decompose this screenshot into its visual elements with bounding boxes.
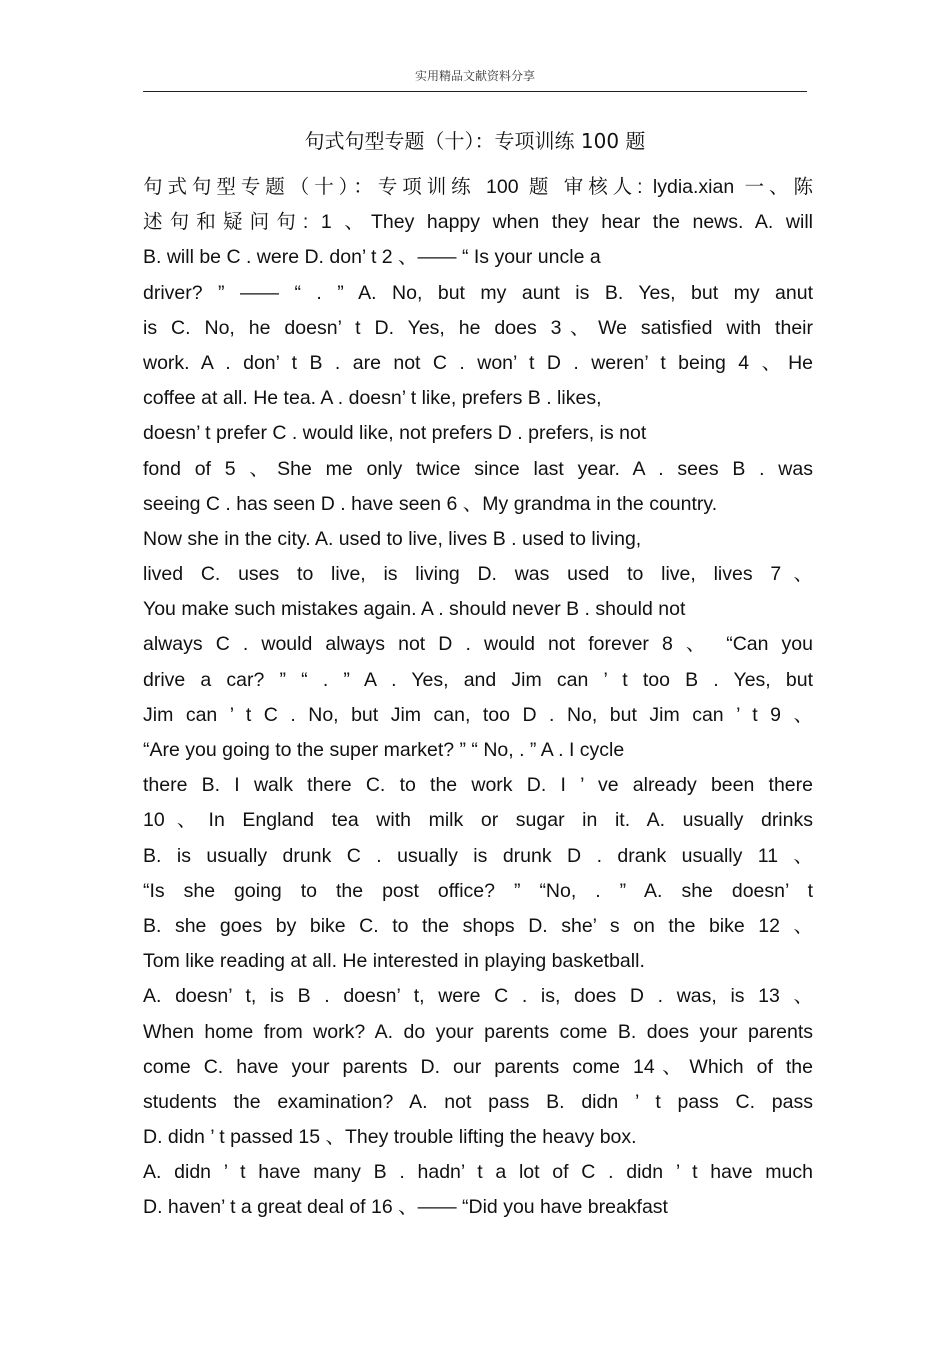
text-line: is C. No, he doesn’ t D. Yes, he does 3、We satisfied with their xyxy=(143,316,813,339)
text-line: seeing C . has seen D . have seen 6 、My grandma in the country. xyxy=(143,492,718,515)
text-line: students the examination? A. not pass B. didn ’ t pass C. pass xyxy=(143,1090,813,1113)
text-line: drive a car? ” “ . ” A . Yes, and Jim can ’ t too B . Yes, but xyxy=(143,668,813,691)
text-line: You make such mistakes again. A . should never B . should not xyxy=(143,598,686,621)
header-rule xyxy=(143,91,807,92)
text-line: “Are you going to the super market? ” “ No, . ” A . I cycle xyxy=(143,739,625,761)
text-line: fond of 5 、She me only twice since last year. A . sees B . was xyxy=(143,457,813,480)
text-line: 10、In England tea with milk or sugar in it. A. usually drinks xyxy=(143,809,813,832)
text-line: there B. I walk there C. to the work D. I ’ ve already been there xyxy=(143,774,813,797)
text-line: Jim can ’ t C . No, but Jim can, too D . No, but Jim can ’ t 9 、 xyxy=(143,703,813,726)
text-line: “Is she going to the post office? ” “No, . ” A. she doesn’ t xyxy=(143,879,813,902)
text-line: always C . would always not D . would not forever 8 、 “Can you xyxy=(143,633,813,656)
text-line: doesn’ t prefer C . would like, not prefers D . prefers, is not xyxy=(143,422,647,445)
text-line: B. is usually drunk C . usually is drunk D . drank usually 11 、 xyxy=(143,844,813,867)
text-line: driver? ” —— “ . ” A. No, but my aunt is B. Yes, but my anut xyxy=(143,281,813,304)
text-line: Tom like reading at all. He interested in playing basketball. xyxy=(143,950,645,973)
text-line: When home from work? A. do your parents come B. does your parents xyxy=(143,1020,813,1043)
text-line: coffee at all. He tea. A . doesn’ t like, prefers B . likes, xyxy=(143,387,602,410)
text-line: 句式句型专题（十）：专项训练 100 题 审核人: lydia.xian 一、陈 xyxy=(143,176,813,198)
text-line: lived C. uses to live, is living D. was used to live, lives 7、 xyxy=(143,563,813,586)
page-header: 实用精品文献资料分享 xyxy=(414,69,535,83)
text-line: D. didn ’ t passed 15 、They trouble lifting the heavy box. xyxy=(143,1126,637,1149)
text-line: B. will be C . were D. don’ t 2 、—— “ Is your uncle a xyxy=(143,246,601,269)
text-line: B. she goes by bike C. to the shops D. she’ s on the bike 12 、 xyxy=(143,914,813,937)
text-line: work. A . don’ t B . are not C . won’ t D . weren’ t being 4 、He xyxy=(143,351,813,374)
text-line: A. didn ’ t have many B . hadn’ t a lot of C . didn ’ t have much xyxy=(143,1161,813,1184)
text-line: D. haven’ t a great deal of 16 、—— “Did you have breakfast xyxy=(143,1196,668,1219)
document-title: 句式句型专题（十）：专项训练 100 题 xyxy=(304,129,646,153)
text-line: A. doesn’ t, is B . doesn’ t, were C . is, does D . was, is 13 、 xyxy=(143,985,813,1008)
document-body xyxy=(143,170,813,1226)
text-line: come C. have your parents D. our parents come 14、Which of the xyxy=(143,1055,813,1078)
text-line: Now she in the city. A. used to live, lives B . used to living, xyxy=(143,527,642,550)
text-line: 述句和疑问句: 1 、They happy when they hear the news. A. will xyxy=(143,211,813,234)
